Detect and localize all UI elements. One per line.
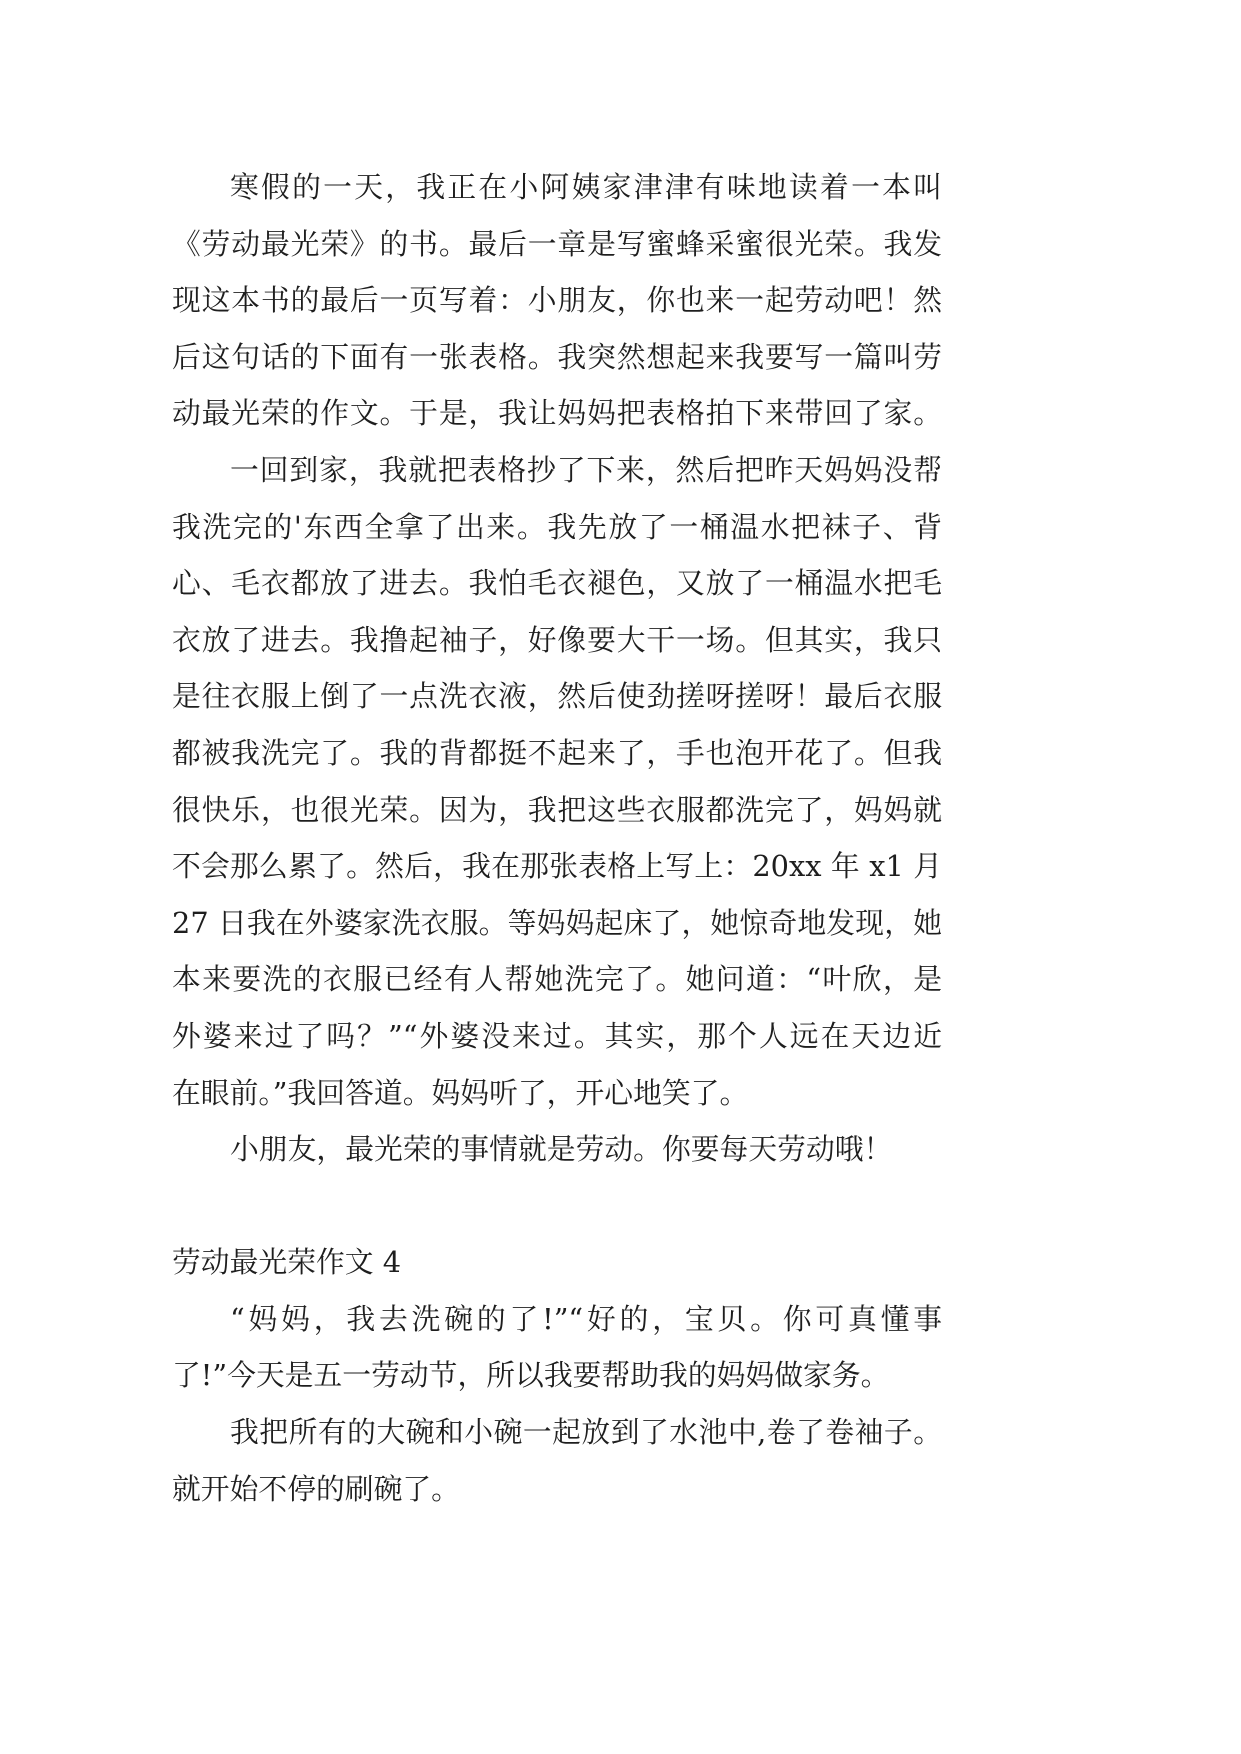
paragraph-line: “妈妈，我去洗碗的了!”“好的，宝贝。你可真懂事 [230, 1301, 942, 1336]
paragraph-line: 很快乐，也很光荣。因为，我把这些衣服都洗完了，妈妈就 [172, 792, 942, 827]
paragraph [172, 1121, 942, 1178]
paragraph-line: 心、毛衣都放了进去。我怕毛衣褪色，又放了一桶温水把毛 [172, 566, 942, 601]
document-body [172, 159, 942, 1517]
paragraph-line: 了!”今天是五一劳动节，所以我要帮助我的妈妈做家务。 [172, 1358, 890, 1393]
paragraph-line: 现这本书的最后一页写着：小朋友，你也来一起劳动吧！然 [172, 283, 942, 318]
paragraph-line: 一回到家，我就把表格抄了下来，然后把昨天妈妈没帮 [230, 452, 942, 487]
paragraph-line: 我把所有的大碗和小碗一起放到了水池中,卷了卷袖子。 [230, 1415, 942, 1450]
paragraph [172, 1404, 942, 1517]
blank-line [172, 1178, 942, 1235]
section-title: 劳动最光荣作文 4 [172, 1245, 402, 1280]
paragraph-line: 衣放了进去。我撸起袖子，好像要大干一场。但其实，我只 [172, 622, 942, 657]
paragraph-line: 《劳动最光荣》的书。最后一章是写蜜蜂采蜜很光荣。我发 [172, 226, 942, 261]
paragraph-line: 27 日我在外婆家洗衣服。等妈妈起床了，她惊奇地发现，她 [172, 905, 942, 940]
paragraph-line: 在眼前。”我回答道。妈妈听了，开心地笑了。 [172, 1075, 749, 1110]
paragraph [172, 1291, 942, 1404]
paragraph-line: 后这句话的下面有一张表格。我突然想起来我要写一篇叫劳 [172, 339, 942, 374]
paragraph-line: 本来要洗的衣服已经有人帮她洗完了。她问道：“叶欣，是 [172, 962, 942, 997]
paragraph [172, 442, 942, 1121]
paragraph-line: 寒假的一天，我正在小阿姨家津津有味地读着一本叫 [230, 170, 942, 204]
paragraph-line: 动最光荣的作文。于是，我让妈妈把表格拍下来带回了家。 [172, 396, 942, 431]
paragraph-line: 是往衣服上倒了一点洗衣液，然后使劲搓呀搓呀！最后衣服 [172, 679, 942, 714]
paragraph-line: 不会那么累了。然后，我在那张表格上写上：20xx 年 x1 月 [172, 849, 942, 884]
paragraph-line: 小朋友，最光荣的事情就是劳动。你要每天劳动哦！ [230, 1132, 893, 1167]
paragraph-line: 外婆来过了吗？”“外婆没来过。其实，那个人远在天边近 [172, 1018, 942, 1053]
paragraph-line: 都被我洗完了。我的背都挺不起来了，手也泡开花了。但我 [172, 735, 942, 770]
paragraph-line: 我洗完的'东西全拿了出来。我先放了一桶温水把袜子、背 [172, 509, 942, 544]
paragraph-line: 就开始不停的刷碗了。 [172, 1471, 460, 1506]
paragraph [172, 159, 942, 442]
